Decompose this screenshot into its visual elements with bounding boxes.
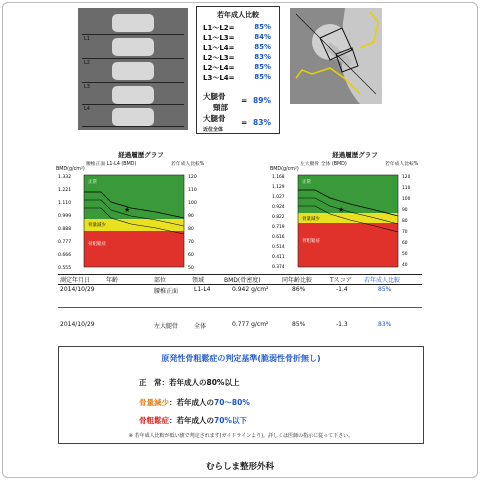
- graph-title: 経過履歴グラフ: [332, 151, 378, 159]
- comparison-row: L2～L4= 85%: [203, 63, 271, 72]
- right-tick: 120: [188, 175, 197, 180]
- young-adult-comparison-box: [196, 6, 280, 134]
- right-tick: 50: [402, 252, 408, 257]
- graph-bmd-label: BMD(g/cm²): [270, 167, 299, 172]
- zone-label-reduced: 骨量減少: [88, 223, 106, 228]
- comparison-row: L1～L4= 85%: [203, 43, 271, 52]
- table-row-1-bmd: 0.942 g/cm²: [232, 286, 269, 293]
- table-row-1-region: L1-L4: [194, 286, 211, 293]
- lumbar-graph-plot: [56, 172, 216, 272]
- left-tick: 0.888: [58, 227, 72, 232]
- table-row-2-age-match: 85%: [292, 321, 306, 328]
- left-tick: 1.129: [272, 185, 285, 190]
- comparison-row: L3～L4= 85%: [203, 73, 271, 82]
- right-tick: 100: [402, 197, 411, 202]
- comparison-row: L1～L3= 84%: [203, 33, 271, 42]
- hip-scan-image: [290, 8, 382, 104]
- criteria-heading: 原発性骨粗鬆症の判定基準(脆弱性骨折無し): [161, 354, 321, 363]
- right-tick: 120: [402, 175, 411, 180]
- right-tick: 70: [402, 230, 408, 235]
- criteria-reduced: 骨量減少：若年成人の70～80%: [139, 398, 250, 407]
- spine-label-l4: L4: [84, 106, 90, 112]
- left-tick: 1.221: [58, 188, 72, 193]
- left-tick: 0.999: [58, 214, 72, 219]
- spine-scan-image: [78, 8, 188, 130]
- criteria-note: ※ 若年成人比較が低い値で判定されます(ガイドラインより)。詳しくは医師の指示に従って下さい。: [128, 433, 354, 439]
- right-tick: 90: [188, 214, 194, 219]
- left-tick: 1.332: [58, 175, 72, 180]
- right-tick: 50: [188, 266, 194, 271]
- table-row-2-tscore: -1.3: [336, 321, 348, 328]
- spine-label-l3: L3: [84, 84, 90, 90]
- right-tick: 100: [188, 201, 197, 206]
- left-tick: 0.514: [272, 245, 285, 250]
- table-row-1-site: 腰椎正面: [154, 288, 179, 295]
- right-tick: 60: [188, 253, 194, 258]
- right-tick: 60: [402, 241, 408, 246]
- graph-bmd-label: BMD(g/cm²): [56, 167, 85, 172]
- right-tick: 40: [402, 263, 408, 268]
- right-tick: 110: [188, 188, 197, 193]
- table-row-1-age-match: 86%: [292, 286, 306, 293]
- left-tick: 0.374: [272, 265, 285, 270]
- femur-neck-row: 大腿骨 頸部 = 89%: [203, 92, 271, 112]
- left-tick: 0.555: [58, 266, 72, 271]
- col-header-site: 部位: [154, 277, 167, 284]
- table-row-2-bmd: 0.777 g/cm²: [232, 321, 269, 328]
- criteria-osteoporosis: 骨粗鬆症：若年成人の70%以下: [139, 416, 247, 425]
- left-tick: 1.168: [272, 175, 285, 180]
- graph-title: 経過履歴グラフ: [118, 151, 164, 159]
- left-tick: 0.822: [272, 215, 285, 220]
- table-row-2-region: 全体: [194, 323, 207, 330]
- right-tick: 90: [402, 208, 408, 213]
- femur-total-row: 大腿骨 近位全体 = 83%: [203, 114, 271, 133]
- col-header-bmd: BMD(骨密度): [224, 277, 261, 284]
- zone-label-osteoporosis: 骨粗鬆症: [302, 239, 320, 244]
- right-tick: 70: [188, 240, 194, 245]
- col-header-age: 年齢: [106, 277, 119, 284]
- svg-text:★: ★: [124, 206, 131, 214]
- graph-right-axis-label: 若年成人比較%: [385, 162, 419, 167]
- graph-subtitle: 腰椎正面 L1-L4 (BMD): [86, 162, 137, 167]
- right-tick: 110: [402, 186, 411, 191]
- spine-label-l1: L1: [84, 36, 90, 42]
- criteria-normal: 正 常：若年成人の80%以上: [139, 378, 240, 387]
- col-header-young-adult: 若年成人比較: [364, 277, 401, 284]
- left-tick: 0.777: [58, 240, 72, 245]
- diagnostic-criteria-box: [58, 346, 424, 444]
- col-header-tscore: Tスコア: [330, 277, 352, 284]
- zone-label-normal: 正常: [302, 180, 311, 185]
- svg-text:★: ★: [338, 206, 345, 214]
- comparison-row: L2～L3= 83%: [203, 53, 271, 62]
- col-header-region: 領域: [192, 277, 205, 284]
- left-tick: 0.616: [272, 235, 285, 240]
- table-row-2-young-adult: 83%: [378, 321, 392, 328]
- left-tick: 0.924: [272, 205, 285, 210]
- left-tick: 1.027: [272, 195, 285, 200]
- table-row-1-young-adult: 85%: [378, 286, 392, 293]
- left-tick: 1.110: [58, 201, 72, 206]
- zone-label-normal: 正常: [88, 180, 97, 185]
- col-header-date: 測定年月日: [60, 277, 91, 284]
- zone-label-osteoporosis: 骨粗鬆症: [88, 242, 106, 247]
- table-row-2-site: 左大腿骨: [154, 323, 179, 330]
- graph-right-axis-label: 若年成人比較%: [171, 162, 205, 167]
- comparison-row: L1～L2= 85%: [203, 23, 271, 32]
- comparison-title: 若年成人比較: [217, 11, 259, 19]
- table-row-1-tscore: -1.4: [336, 286, 348, 293]
- femur-graph-plot: [270, 172, 430, 272]
- spine-label-l2: L2: [84, 60, 90, 66]
- right-tick: 80: [402, 219, 408, 224]
- graph-subtitle: 左大腿骨 全体 (BMD): [300, 162, 347, 167]
- table-row-1-date: 2014/10/29: [60, 286, 95, 293]
- left-tick: 0.666: [58, 253, 72, 258]
- zone-label-reduced: 骨量減少: [302, 217, 320, 222]
- left-tick: 0.411: [272, 255, 285, 260]
- clinic-name: むらしま整形外科: [205, 462, 274, 472]
- right-tick: 80: [188, 227, 194, 232]
- col-header-age-match: 同年齢比較: [282, 277, 313, 284]
- left-tick: 0.719: [272, 225, 285, 230]
- table-row-2-date: 2014/10/29: [60, 321, 95, 328]
- results-table: [58, 274, 422, 344]
